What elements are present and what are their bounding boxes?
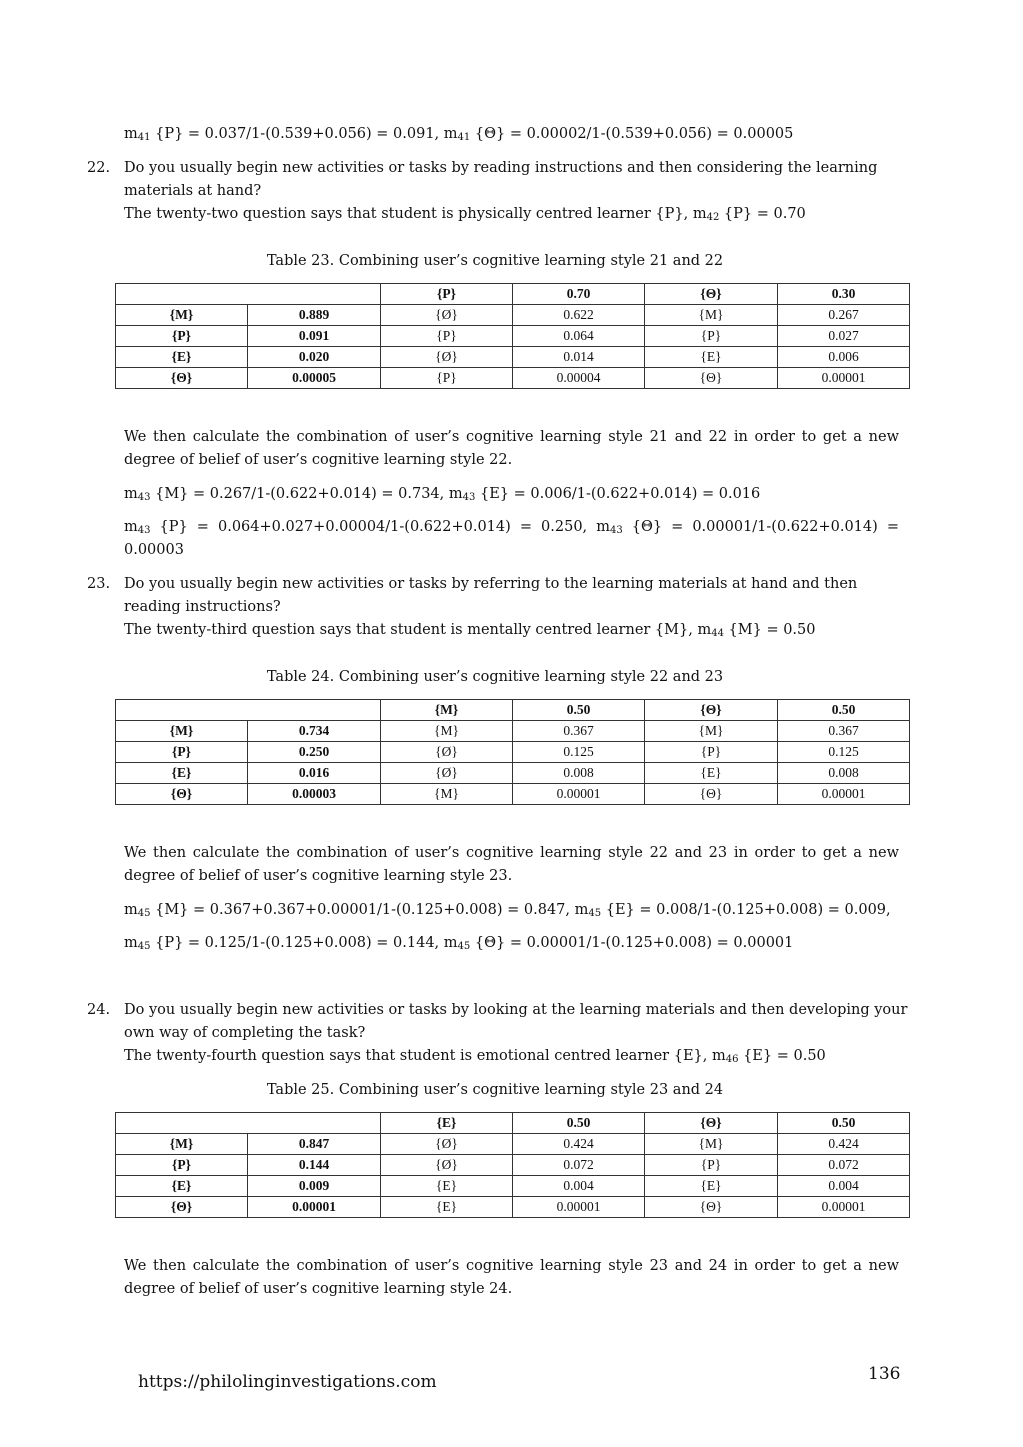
row-label-cell: {P}: [116, 326, 248, 347]
header-cell: {P}: [381, 284, 513, 305]
table-cell: {M}: [645, 305, 778, 326]
table-cell: {E}: [381, 1197, 513, 1218]
table-cell: {P}: [381, 368, 513, 389]
row-label-cell: {M}: [116, 1134, 248, 1155]
table-cell: {Θ}: [645, 1197, 778, 1218]
question-number-23: 23.: [87, 576, 111, 592]
row-value-cell: 0.144: [248, 1155, 381, 1176]
table-cell: 0.00001: [513, 784, 645, 805]
table-cell: 0.424: [513, 1134, 645, 1155]
table-row: [116, 305, 910, 326]
table-cell: {E}: [645, 763, 778, 784]
page-number: 136: [868, 1364, 901, 1384]
table-row: [116, 763, 910, 784]
table-row: [116, 784, 910, 805]
table-row: [116, 1176, 910, 1197]
question-number-24: 24.: [87, 1002, 111, 1018]
row-value-cell: 0.020: [248, 347, 381, 368]
table-row: [116, 347, 910, 368]
table-cell: 0.622: [513, 305, 645, 326]
header-cell: 0.70: [513, 284, 645, 305]
table-cell: {M}: [381, 721, 513, 742]
table-cell: {Θ}: [645, 368, 778, 389]
table-cell: {E}: [381, 1176, 513, 1197]
header-cell: 0.50: [513, 1113, 645, 1134]
row-value-cell: 0.00003: [248, 784, 381, 805]
header-cell: 0.50: [778, 1113, 910, 1134]
equation-m45-a: $m_{45}$ {M} = 0.367+0.367+0.00001/1-(0.125+0.008) = 0.847, $m_{45}$ {E} = 0.008/1-(0.125+0.008) = 0.009,: [124, 902, 891, 919]
equation-m43-a: $m_{43}$ {M} = 0.267/1-(0.622+0.014) = 0.734, $m_{43}$ {E} = 0.006/1-(0.622+0.014) = 0.016: [124, 486, 761, 503]
table-row: [116, 326, 910, 347]
row-label-cell: {E}: [116, 1176, 248, 1197]
table-cell: {Θ}: [645, 784, 778, 805]
row-value-cell: 0.00005: [248, 368, 381, 389]
row-label-cell: {E}: [116, 347, 248, 368]
row-value-cell: 0.734: [248, 721, 381, 742]
table-row: [116, 1197, 910, 1218]
row-value-cell: 0.009: [248, 1176, 381, 1197]
table-cell: 0.00001: [778, 368, 910, 389]
table-cell: 0.006: [778, 347, 910, 368]
table-cell: 0.072: [513, 1155, 645, 1176]
table-23: [115, 283, 910, 389]
question-23-line-1: Do you usually begin new activities or tasks by referring to the learning materials at hand and then: [124, 576, 858, 592]
table-cell: 0.072: [778, 1155, 910, 1176]
question-23-line-2: reading instructions?: [124, 599, 281, 615]
table-row: [116, 368, 910, 389]
row-label-cell: {Θ}: [116, 1197, 248, 1218]
question-22-line-1: Do you usually begin new activities or tasks by reading instructions and then considering the learning: [124, 160, 878, 176]
table-corner-cell: [116, 1113, 381, 1134]
table-cell: 0.008: [513, 763, 645, 784]
paragraph-24-line-2: degree of belief of user’s cognitive learning style 23.: [124, 868, 513, 884]
table-cell: {P}: [381, 326, 513, 347]
question-24-answer: The twenty-fourth question says that student is emotional centred learner {E}, $m_{46}$ {E} = 0.50: [124, 1048, 826, 1065]
table-cell: {Ø}: [381, 742, 513, 763]
row-label-cell: {Θ}: [116, 368, 248, 389]
footer-url: https://philolinginvestigations.com: [138, 1372, 437, 1392]
table-cell: 0.00001: [513, 1197, 645, 1218]
question-24-line-2: own way of completing the task?: [124, 1025, 366, 1041]
row-value-cell: 0.016: [248, 763, 381, 784]
row-label-cell: {M}: [116, 721, 248, 742]
header-cell: {Θ}: [645, 284, 778, 305]
table-header-row: [116, 1113, 910, 1134]
row-value-cell: 0.091: [248, 326, 381, 347]
table-cell: {M}: [645, 721, 778, 742]
table-cell: 0.125: [513, 742, 645, 763]
table-row: [116, 742, 910, 763]
paragraph-23-line-1: We then calculate the combination of user’s cognitive learning style 21 and 22 in order to get a new: [124, 429, 899, 445]
table-cell: {P}: [645, 1155, 778, 1176]
equation-m45-b: $m_{45}$ {P} = 0.125/1-(0.125+0.008) = 0.144, $m_{45}$ {Θ} = 0.00001/1-(0.125+0.008) = 0.00001: [124, 935, 794, 952]
paragraph-24-line-1: We then calculate the combination of user’s cognitive learning style 22 and 23 in order to get a new: [124, 845, 899, 861]
table-cell: 0.004: [778, 1176, 910, 1197]
row-label-cell: {P}: [116, 1155, 248, 1176]
question-22-line-2: materials at hand?: [124, 183, 262, 199]
question-number-22: 22.: [87, 160, 111, 176]
table-cell: 0.008: [778, 763, 910, 784]
table-24: [115, 699, 910, 805]
equation-m41: $m_{41}$ {P} = 0.037/1-(0.539+0.056) = 0.091, $m_{41}$ {Θ} = 0.00002/1-(0.539+0.056) = 0.00005: [124, 126, 794, 143]
table-cell: {Ø}: [381, 763, 513, 784]
question-22-answer: The twenty-two question says that student is physically centred learner {P}, $m_{42}$ {P} = 0.70: [124, 206, 806, 223]
table-cell: 0.00004: [513, 368, 645, 389]
table-cell: {P}: [645, 742, 778, 763]
table-cell: 0.424: [778, 1134, 910, 1155]
row-label-cell: {M}: [116, 305, 248, 326]
row-label-cell: {E}: [116, 763, 248, 784]
row-value-cell: 0.889: [248, 305, 381, 326]
row-value-cell: 0.250: [248, 742, 381, 763]
table-cell: 0.00001: [778, 1197, 910, 1218]
question-24-line-1: Do you usually begin new activities or tasks by looking at the learning materials and then developing your: [124, 1002, 908, 1018]
question-23-answer: The twenty-third question says that student is mentally centred learner {M}, $m_{44}$ {M} = 0.50: [124, 622, 816, 639]
table-cell: 0.367: [513, 721, 645, 742]
table-cell: 0.367: [778, 721, 910, 742]
paragraph-23-line-2: degree of belief of user’s cognitive learning style 22.: [124, 452, 513, 468]
table-header-row: [116, 284, 910, 305]
row-value-cell: 0.847: [248, 1134, 381, 1155]
header-cell: {E}: [381, 1113, 513, 1134]
table-row: [116, 1134, 910, 1155]
table-cell: 0.267: [778, 305, 910, 326]
table-corner-cell: [116, 700, 381, 721]
paragraph-25-line-1: We then calculate the combination of user’s cognitive learning style 23 and 24 in order to get a new: [124, 1258, 899, 1274]
header-cell: 0.50: [778, 700, 910, 721]
table-cell: {P}: [645, 326, 778, 347]
header-cell: 0.30: [778, 284, 910, 305]
header-cell: 0.50: [513, 700, 645, 721]
table-cell: {M}: [381, 784, 513, 805]
table-cell: {E}: [645, 347, 778, 368]
table-header-row: [116, 700, 910, 721]
header-cell: {Θ}: [645, 700, 778, 721]
table-cell: {Ø}: [381, 1134, 513, 1155]
row-value-cell: 0.00001: [248, 1197, 381, 1218]
table-cell: {E}: [645, 1176, 778, 1197]
row-label-cell: {P}: [116, 742, 248, 763]
table-row: [116, 1155, 910, 1176]
table-cell: {Ø}: [381, 347, 513, 368]
table-25-caption: Table 25. Combining user’s cognitive learning style 23 and 24: [266, 1082, 724, 1098]
table-cell: 0.064: [513, 326, 645, 347]
table-23-caption: Table 23. Combining user’s cognitive learning style 21 and 22: [266, 253, 724, 269]
table-cell: 0.014: [513, 347, 645, 368]
table-25: [115, 1112, 910, 1218]
table-corner-cell: [116, 284, 381, 305]
table-cell: {Ø}: [381, 305, 513, 326]
table-cell: 0.004: [513, 1176, 645, 1197]
row-label-cell: {Θ}: [116, 784, 248, 805]
equation-m43-b-continued: 0.00003: [124, 542, 184, 558]
table-cell: {Ø}: [381, 1155, 513, 1176]
table-cell: 0.027: [778, 326, 910, 347]
paragraph-25-line-2: degree of belief of user’s cognitive learning style 24.: [124, 1281, 513, 1297]
table-row: [116, 721, 910, 742]
header-cell: {M}: [381, 700, 513, 721]
table-24-caption: Table 24. Combining user’s cognitive learning style 22 and 23: [266, 669, 724, 685]
equation-m43-b: $m_{43}$ {P} = 0.064+0.027+0.00004/1-(0.622+0.014) = 0.250, $m_{43}$ {Θ} = 0.00001/1-(0.622+0.014) =: [124, 519, 899, 536]
table-cell: 0.00001: [778, 784, 910, 805]
table-cell: {M}: [645, 1134, 778, 1155]
header-cell: {Θ}: [645, 1113, 778, 1134]
table-cell: 0.125: [778, 742, 910, 763]
